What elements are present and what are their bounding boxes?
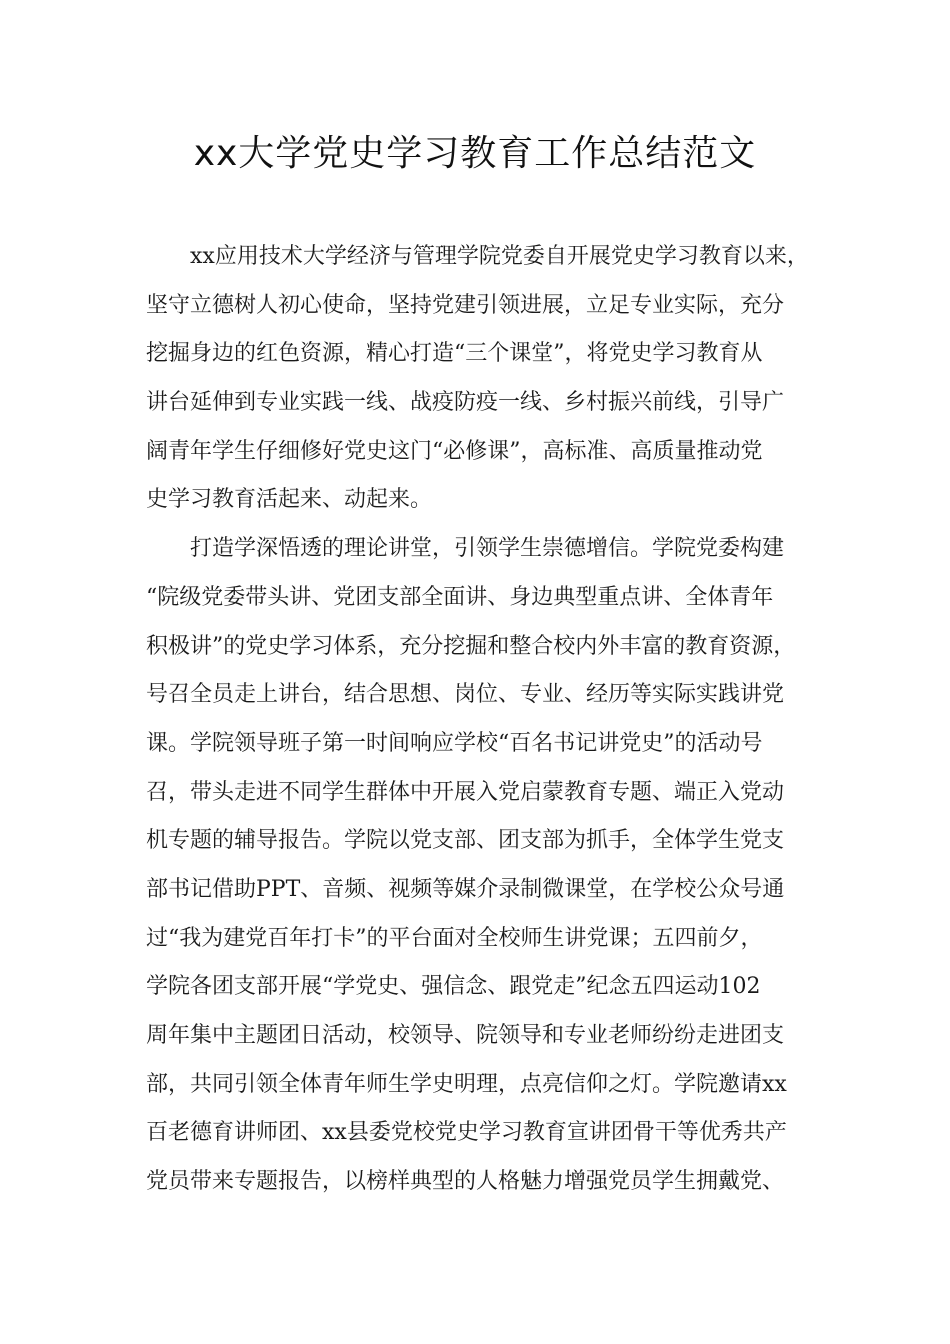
paragraph-line: 坚守立德树人初心使命，坚持党建引领进展，立足专业实际，充分 xyxy=(146,292,785,318)
paragraph-line: 打造学深悟透的理论讲堂，引领学生崇德增信。学院党委构建 xyxy=(190,536,785,562)
paragraph-line: 周年集中主题团日活动，校领导、院领导和专业老师纷纷走进团支 xyxy=(146,1023,785,1048)
paragraph-line: “院级党委带头讲、党团支部全面讲、身边典型重点讲、全体青年 xyxy=(146,584,774,610)
paragraph-line: 学院各团支部开展“学党史、强信念、跟党走”纪念五四运动102 xyxy=(146,974,761,1000)
paragraph-line: 部书记借助PPT、音频、视频等媒介录制微课堂，在学校公众号通 xyxy=(146,876,785,902)
paragraph-line: xx应用技术大学经济与管理学院党委自开展党史学习教育以来， xyxy=(190,244,809,269)
paragraph-2 xyxy=(146,525,822,1207)
paragraph-line: 号召全员走上讲台，结合思想、岗位、专业、经历等实际实践讲党 xyxy=(146,682,785,708)
paragraph-line: 百老德育讲师团、xx县委党校党史学习教育宣讲团骨干等优秀共产 xyxy=(146,1120,787,1146)
document-body xyxy=(146,233,822,1207)
paragraph-line: 讲台延伸到专业实践一线、战疫防疫一线、乡村振兴前线，引导广 xyxy=(146,390,785,416)
paragraph-line: 课。学院领导班子第一时间响应学校“百名书记讲党史”的活动号 xyxy=(146,730,763,756)
document-title: xx大学党史学习教育工作总结范文 xyxy=(193,133,757,174)
paragraph-line: 过“我为建党百年打卡”的平台面对全校师生讲党课；五四前夕， xyxy=(146,925,763,951)
paragraph-line: 部，共同引领全体青年师生学史明理，点亮信仰之灯。学院邀请xx xyxy=(146,1071,787,1097)
paragraph-1 xyxy=(146,233,822,525)
paragraph-line: 史学习教育活起来、动起来。 xyxy=(146,487,433,513)
paragraph-line: 党员带来专题报告，以榜样典型的人格魅力增强党员学生拥戴党、 xyxy=(146,1169,785,1195)
paragraph-line: 挖掘身边的红色资源，精心打造“三个课堂”，将党史学习教育从 xyxy=(146,341,763,367)
paragraph-line: 召，带头走进不同学生群体中开展入党启蒙教育专题、端正入党动 xyxy=(146,779,785,805)
paragraph-line: 机专题的辅导报告。学院以党支部、团支部为抓手，全体学生党支 xyxy=(146,828,785,854)
paragraph-line: 积极讲”的党史学习体系，充分挖掘和整合校内外丰富的教育资源， xyxy=(146,633,796,659)
paragraph-line: 阔青年学生仔细修好党史这门“必修课”，高标准、高质量推动党 xyxy=(146,438,763,464)
